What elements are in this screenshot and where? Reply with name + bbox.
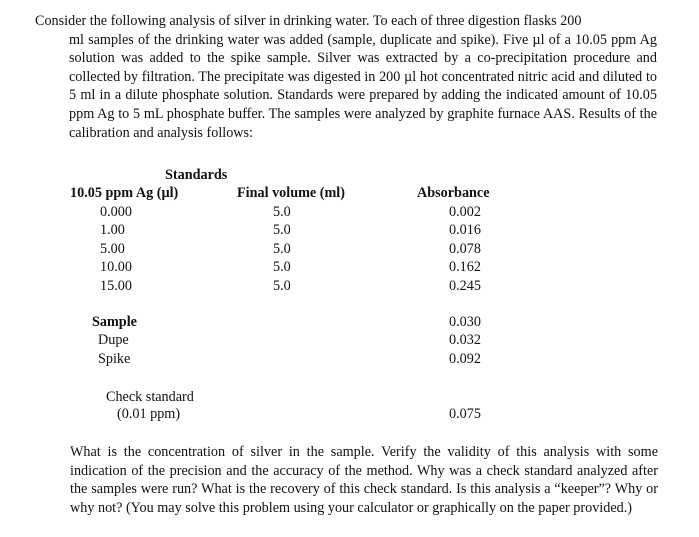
check-standard-absorbance: 0.075 (449, 406, 481, 422)
intro-body: ml samples of the drinking water was added (sample, duplicate and spike). Five µl of a 10.05 ppm Ag solution was added to the spike sample. Silver was extracted by a co-precipitation procedure and collected by filtration. The precipitate was digested in 200 µl hot concentrated nitric acid and diluted to 5 ml in a dilute phosphate solution. Standards were prepared by adding the indicated amount of 10.05 ppm Ag to 5 mL phosphate buffer. The samples were analyzed by graphite furnace AAS. Results of the calibration and analysis follows: (69, 31, 657, 141)
dupe-absorbance: 0.032 (449, 332, 481, 349)
volume-value: 5.0 (273, 259, 291, 276)
ag-value: 15.00 (100, 277, 132, 294)
absorbance-value: 0.245 (449, 277, 481, 294)
question-paragraph: What is the concentration of silver in the sample. Verify the validity of this analysis with some indication of the precision and the accuracy of the method. Why was a check standard analyzed after the samples were run? What is the recovery of this check standard. Is this analysis a “keeper”? Why or why not? (You may solve this problem using your calculator or graphically on the paper provided.) (70, 444, 658, 516)
sample-absorbance-column (449, 313, 481, 368)
header-ag-volume: 10.05 ppm Ag (µl) (70, 185, 179, 201)
absorbance-value: 0.002 (449, 204, 481, 220)
ag-values-column (100, 203, 132, 295)
intro-paragraph (35, 12, 657, 142)
absorbance-value: 0.078 (449, 240, 481, 257)
spike-absorbance: 0.092 (449, 350, 481, 367)
intro-first-line: Consider the following analysis of silver in drinking water. To each of three digestion flasks 200 (35, 13, 582, 29)
volume-value: 5.0 (273, 204, 291, 220)
ag-value: 10.00 (100, 259, 132, 276)
sample-label: Sample (92, 314, 137, 330)
standards-title: Standards (165, 167, 228, 183)
volume-value: 5.0 (273, 240, 291, 257)
sample-labels-column (92, 313, 137, 368)
sample-absorbance: 0.030 (449, 314, 481, 330)
header-absorbance: Absorbance (417, 185, 490, 201)
ag-value: 0.000 (100, 204, 132, 220)
volume-value: 5.0 (273, 277, 291, 294)
absorbance-value: 0.016 (449, 222, 481, 239)
absorbance-value: 0.162 (449, 259, 481, 276)
absorbance-column (449, 203, 481, 295)
check-standard-concentration: (0.01 ppm) (117, 406, 181, 422)
check-standard-label: Check standard (106, 389, 194, 405)
ag-value: 1.00 (100, 222, 125, 239)
volume-column (273, 203, 291, 295)
header-final-volume: Final volume (ml) (237, 185, 345, 201)
spike-label: Spike (98, 350, 131, 367)
dupe-label: Dupe (98, 332, 129, 349)
volume-value: 5.0 (273, 222, 291, 239)
ag-value: 5.00 (100, 240, 125, 257)
